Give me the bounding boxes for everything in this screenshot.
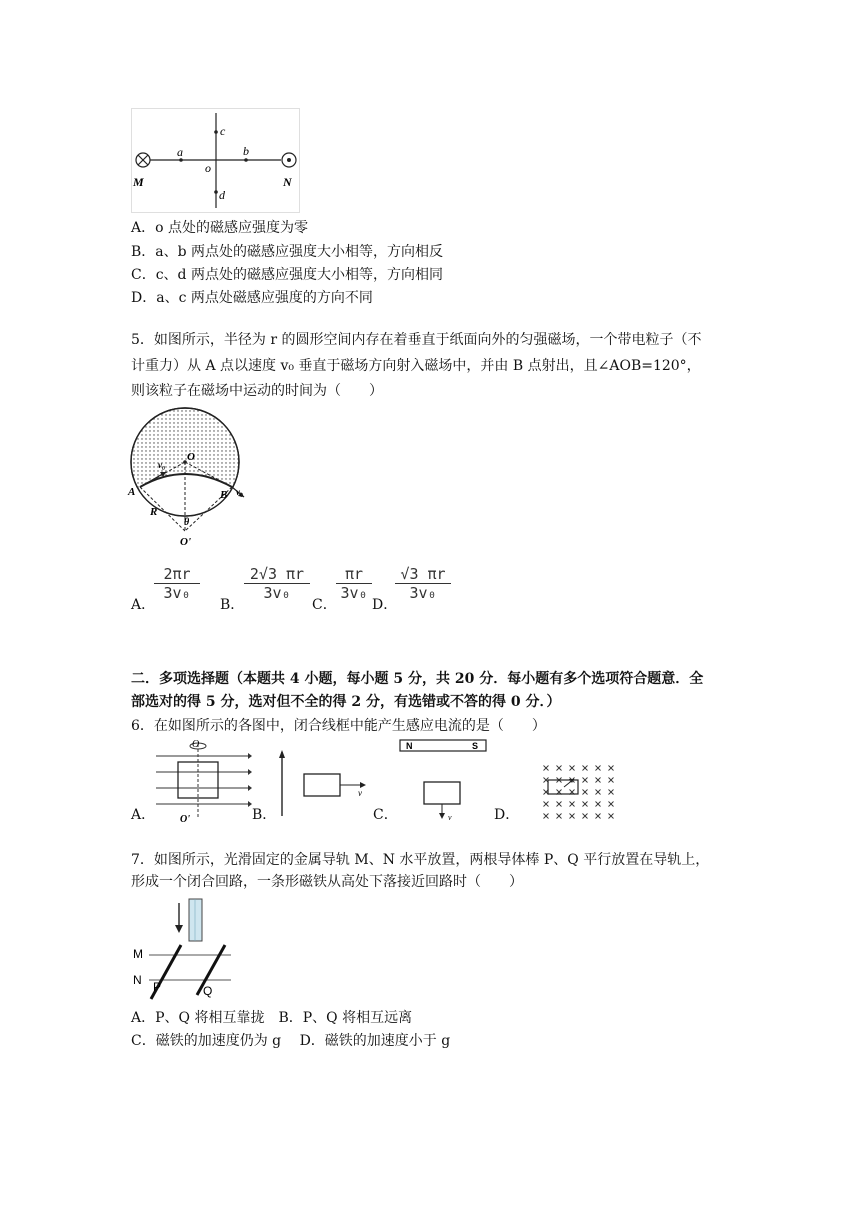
q6-stem: 6．在如图所示的各图中，闭合线框中能产生感应电流的是（ ）	[131, 718, 546, 734]
svg-text:O': O'	[180, 814, 190, 825]
section2-heading-line2: 部选对的得 5 分，选对但不全的得 2 分，有选错或不答的得 0 分．）	[131, 694, 561, 710]
svg-text:O: O	[192, 739, 200, 750]
svg-text:a: a	[177, 145, 183, 159]
svg-text:M: M	[133, 175, 144, 189]
svg-text:c: c	[220, 124, 226, 138]
svg-text:v: v	[358, 788, 362, 798]
svg-text:b: b	[243, 144, 249, 158]
svg-text:v: v	[448, 813, 452, 822]
q6-figure-a	[152, 738, 252, 825]
section2-heading-line1: 二．多项选择题（本题共 4 小题，每小题 5 分，共 20 分．每小题有多个选项符合题意．全	[131, 671, 704, 687]
svg-text:P: P	[153, 980, 162, 994]
svg-text:v₀: v₀	[236, 487, 244, 497]
q7-options-ab: A．P、Q 将相互靠拢 B．P、Q 将相互远离	[131, 1010, 413, 1026]
q6-option-a-label: A．	[131, 807, 156, 823]
q6-figure-c	[398, 738, 490, 822]
q5-option-b-fraction: $\frac{2√3 \pi r}{\text{3v₀}}$	[244, 565, 310, 602]
q4-option-a: A．o 点处的磁感应强度为零	[131, 220, 308, 236]
svg-text:S: S	[472, 741, 479, 751]
svg-text:v₀: v₀	[158, 460, 166, 470]
svg-text:O': O'	[180, 536, 191, 548]
q5-stem-line2: 计重力）从 A 点以速度 v₀ 垂直于磁场方向射入磁场中，并由 B 点射出，且∠AOB=120°，	[131, 358, 701, 374]
q6-figure-d	[538, 764, 618, 820]
q4-option-c: C．c、d 两点处的磁感应强度大小相等，方向相同	[131, 267, 443, 283]
svg-text:A: A	[128, 486, 136, 498]
svg-text:N: N	[406, 741, 413, 751]
svg-text:d: d	[219, 188, 225, 202]
q6-option-c-label: C．	[373, 807, 398, 823]
q5-option-d-fraction: $\frac{√3 \pi r}{\text{3v₀}}$	[395, 565, 451, 602]
q6-figure-b	[272, 748, 372, 818]
q5-option-c-label: C．	[312, 597, 337, 613]
svg-text:N: N	[283, 175, 292, 189]
q7-stem-line2: 形成一个闭合回路，一条形磁铁从高处下落接近回路时（ ）	[131, 874, 523, 890]
q5-stem-line1: 5．如图所示，半径为 r 的圆形空间内存在着垂直于纸面向外的匀强磁场，一个带电粒子（不	[131, 332, 702, 348]
svg-text:o: o	[205, 161, 211, 175]
q6-option-d-label: D．	[494, 807, 520, 823]
q4-figure	[131, 108, 301, 214]
q4-option-d: D．a、c 两点处磁感应强度的方向不同	[131, 290, 373, 306]
q7-stem-line1: 7．如图所示，光滑固定的金属导轨 M、N 水平放置，两根导体棒 P、Q 平行放置在导轨上，	[131, 852, 710, 868]
svg-text:θ: θ	[184, 517, 190, 528]
svg-text:R: R	[150, 506, 158, 518]
q5-stem-line3: 则该粒子在磁场中运动的时间为（ ）	[131, 383, 383, 399]
svg-text:O: O	[187, 451, 195, 463]
q7-figure	[131, 895, 241, 1001]
svg-text:B: B	[220, 489, 228, 501]
q5-figure	[128, 405, 250, 547]
svg-text:N: N	[133, 973, 142, 987]
q6-option-b-label: B．	[252, 807, 277, 823]
q7-options-cd: C．磁铁的加速度仍为 g D．磁铁的加速度小于 g	[131, 1033, 451, 1049]
q5-option-b-label: B．	[220, 597, 245, 613]
q5-option-a-fraction: $\frac{2\pi r}{\text{3v₀}}$	[154, 565, 200, 602]
svg-text:M: M	[133, 947, 143, 961]
q4-option-b: B．a、b 两点处的磁感应强度大小相等，方向相反	[131, 244, 444, 260]
q5-option-c-fraction: $\frac{\pi r}{\text{3v₀}}$	[336, 565, 372, 602]
q5-option-d-label: D．	[372, 597, 398, 613]
svg-text:Q: Q	[203, 984, 213, 998]
magnet-icon	[189, 899, 202, 941]
q5-option-a-label: A．	[131, 597, 156, 613]
